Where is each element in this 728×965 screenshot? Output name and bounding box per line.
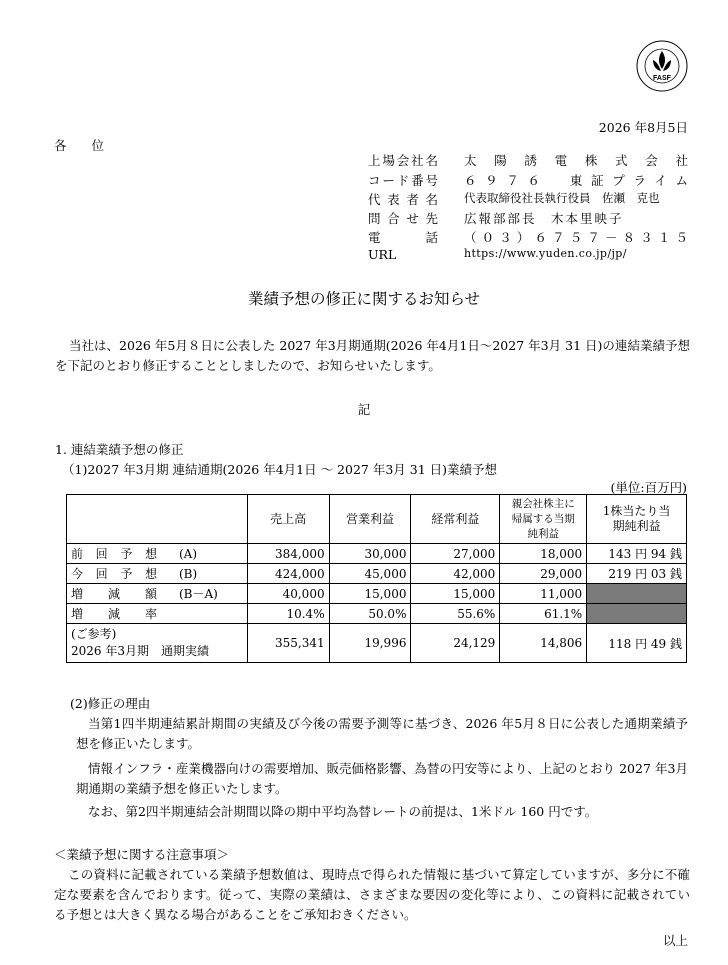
row-label bbox=[67, 544, 248, 564]
page-title: 業績予想の修正に関するお知らせ bbox=[247, 290, 481, 308]
table-header: 経常利益 bbox=[411, 495, 500, 544]
row-label-main: 増減率 bbox=[71, 607, 157, 621]
info-label: URL bbox=[368, 247, 397, 262]
info-url-link[interactable]: https://www.yuden.co.jp/jp/ bbox=[464, 247, 627, 260]
row-label-main: 前回予想 bbox=[71, 547, 157, 561]
info-label: 問合せ先 bbox=[368, 211, 438, 226]
info-phone bbox=[368, 228, 688, 247]
ref-label-2: 2026 年3月期 通期実績 bbox=[71, 644, 209, 658]
table-cell: 10.4% bbox=[247, 604, 329, 624]
unit-label: (単位:百万円) bbox=[610, 480, 687, 495]
ki-mark: 記 bbox=[357, 402, 371, 417]
row-label-sub: (B) bbox=[179, 567, 198, 581]
logo-text: FASF bbox=[653, 75, 671, 82]
info-url bbox=[368, 247, 688, 266]
info-value: ６９７６ 東証プライム bbox=[464, 173, 688, 188]
section2-heading: (2)修正の理由 bbox=[70, 696, 151, 711]
table-cell: 50.0% bbox=[329, 604, 411, 624]
row-label-sub: (A) bbox=[179, 547, 198, 561]
table-row bbox=[67, 604, 687, 624]
addressee: 各 位 bbox=[54, 138, 105, 153]
row-label-main: 増減額 bbox=[71, 587, 157, 601]
table-cell: 42,000 bbox=[411, 564, 500, 584]
intro-paragraph: 当社は、2026 年5月８日に公表した 2027 年3月期通期(2026 年4月1日～2027 年3月 31 日)の連結業績予想を下記のとおり修正することとしましたので、お知らせいたします。 bbox=[55, 338, 690, 373]
section1-heading: 1. 連結業績予想の修正 bbox=[55, 442, 184, 457]
notes-heading: ＜業績予想に関する注意事項＞ bbox=[54, 847, 230, 862]
info-label: 電話 bbox=[368, 230, 438, 245]
table-cell: 45,000 bbox=[329, 564, 411, 584]
table-cell: 29,000 bbox=[500, 564, 587, 584]
info-label: コード番号 bbox=[368, 173, 438, 188]
closing-mark: 以上 bbox=[662, 933, 688, 948]
table-cell: 61.1% bbox=[500, 604, 587, 624]
row-label bbox=[67, 624, 248, 663]
row-label-main: 今回予想 bbox=[71, 567, 157, 581]
info-label: 代表者名 bbox=[368, 192, 438, 207]
info-code bbox=[368, 171, 688, 190]
table-cell-shaded bbox=[587, 584, 687, 604]
reason-paragraph-1: 当第1四半期連結累計期間の実績及び今後の需要予測等に基づき、2026 年5月８日に公表した通期業績予想を修正いたします。 bbox=[76, 716, 688, 751]
table-row bbox=[67, 564, 687, 584]
table-cell: 55.6% bbox=[411, 604, 500, 624]
info-value: 代表取締役社長執行役員 佐瀬 克也 bbox=[464, 191, 660, 205]
table-header: 1株当たり当期純利益 bbox=[587, 495, 687, 544]
table-row bbox=[67, 544, 687, 564]
info-company bbox=[368, 151, 688, 170]
table-cell: 424,000 bbox=[247, 564, 329, 584]
table-header: 営業利益 bbox=[329, 495, 411, 544]
table-cell: 40,000 bbox=[247, 584, 329, 604]
reason-paragraph-2: 情報インフラ・産業機器向けの需要増加、販売価格影響、為替の円安等により、上記のとおり 2027 年3月期通期の業績予想を修正いたします。 bbox=[76, 761, 688, 796]
table-cell: 27,000 bbox=[411, 544, 500, 564]
info-value: 太陽誘電株式会社 bbox=[464, 153, 688, 168]
row-label bbox=[67, 564, 248, 584]
table-cell: 15,000 bbox=[329, 584, 411, 604]
table-cell: 384,000 bbox=[247, 544, 329, 564]
fasf-logo bbox=[636, 40, 688, 92]
table-cell: 219 円 03 銭 bbox=[587, 564, 687, 584]
table-cell: 24,129 bbox=[411, 624, 500, 663]
table-row bbox=[67, 584, 687, 604]
table-cell: 118 円 49 銭 bbox=[587, 624, 687, 663]
reason-paragraph-3: なお、第2四半期連結会計期間以降の期中平均為替レートの前提は、1米ドル 160 円です。 bbox=[88, 804, 598, 819]
info-label: 上場会社名 bbox=[368, 153, 438, 168]
table-cell: 14,806 bbox=[500, 624, 587, 663]
info-representative bbox=[368, 190, 688, 209]
row-label bbox=[67, 604, 248, 624]
ref-label-1: (ご参考) bbox=[71, 627, 117, 641]
table-cell: 30,000 bbox=[329, 544, 411, 564]
table-cell: 15,000 bbox=[411, 584, 500, 604]
info-value: 広報部部長 木本里映子 bbox=[464, 211, 624, 226]
forecast-table bbox=[66, 494, 687, 663]
table-cell: 11,000 bbox=[500, 584, 587, 604]
row-label bbox=[67, 584, 248, 604]
row-label-sub: (B－A) bbox=[179, 587, 218, 601]
table-header: 親会社株主に帰属する当期純利益 bbox=[500, 495, 587, 544]
table-header-row bbox=[67, 495, 687, 544]
table-cell: 143 円 94 銭 bbox=[587, 544, 687, 564]
info-contact bbox=[368, 209, 688, 228]
table-row-reference bbox=[67, 624, 687, 663]
table-header-blank bbox=[67, 495, 248, 544]
table-cell: 19,996 bbox=[329, 624, 411, 663]
table-cell-shaded bbox=[587, 604, 687, 624]
table-cell: 18,000 bbox=[500, 544, 587, 564]
notes-body: この資料に記載されている業績予想数値は、現時点で得られた情報に基づいて算定していますが、多分に不確定な要素を含んでおります。従って、実際の業績は、さまざまな要因の変化等により、この資料に記載されている予想とは大きく異なる場合があることをご承知おきください。 bbox=[54, 867, 690, 922]
section1-subheading: （1)2027 年3月期 連結通期(2026 年4月1日 ～ 2027 年3月 31 日)業績予想 bbox=[62, 462, 498, 477]
info-value: （０３）６７５７－８３１５ bbox=[464, 230, 688, 245]
table-header: 売上高 bbox=[247, 495, 329, 544]
table-cell: 355,341 bbox=[247, 624, 329, 663]
date: 2026 年8月5日 bbox=[598, 120, 688, 135]
